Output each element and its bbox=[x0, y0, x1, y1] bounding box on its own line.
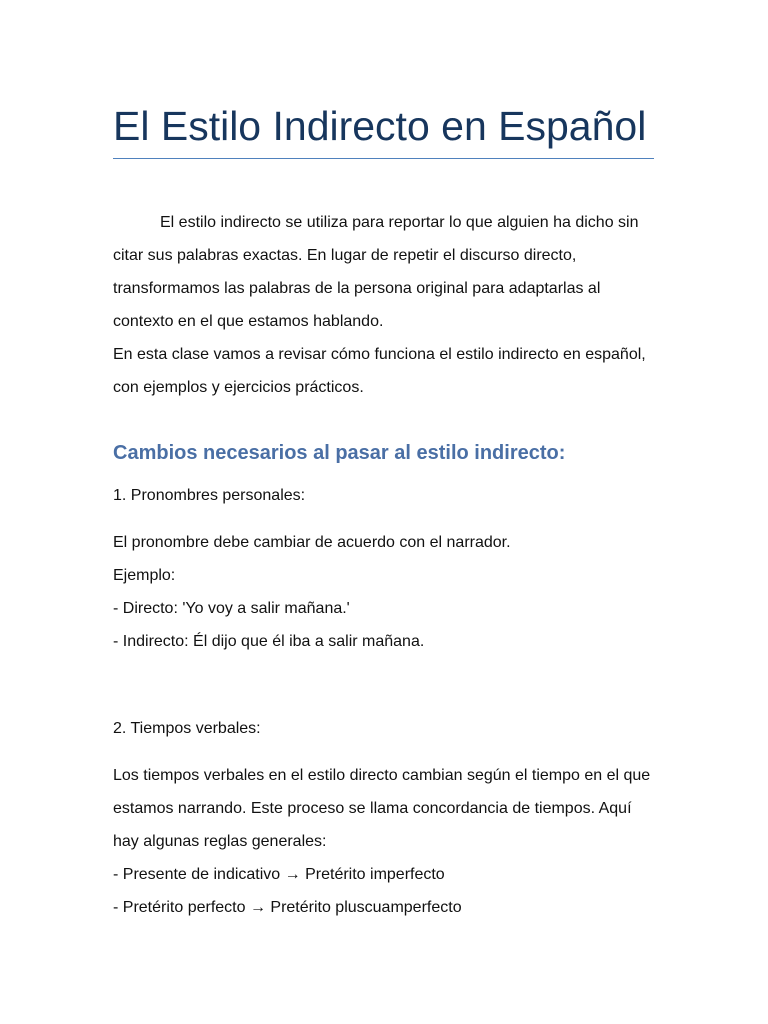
title-underline bbox=[113, 158, 654, 159]
item1-line-3: - Directo: 'Yo voy a salir mañana.' bbox=[113, 600, 350, 617]
item1-label: 1. Pronombres personales: bbox=[113, 487, 306, 504]
item1-line-4: - Indirecto: Él dijo que él iba a salir mañana. bbox=[113, 633, 425, 650]
item2-block bbox=[113, 759, 654, 924]
intro-paragraph-2: En esta clase vamos a revisar cómo funciona el estilo indirecto en español, con ejemplos y ejercicios prácticos. bbox=[113, 346, 646, 396]
document-title: El Estilo Indirecto en Español bbox=[113, 103, 647, 149]
item2-rule-1: - Presente de indicativo → Pretérito imperfecto bbox=[113, 866, 445, 883]
intro-paragraph: El estilo indirecto se utiliza para reportar lo que alguien ha dicho sin citar sus palabras exactas. En lugar de repetir el discurso directo, transformamos las palabras de la persona original para adaptarlas al contexto en el que estamos hablando. bbox=[113, 214, 639, 330]
item2-label: 2. Tiempos verbales: bbox=[113, 720, 261, 737]
item2-paragraph: Los tiempos verbales en el estilo directo cambian según el tiempo en el que estamos narrando. Este proceso se llama concordancia de tiempos. Aquí hay algunas reglas generales: bbox=[113, 767, 651, 850]
item1-line-2: Ejemplo: bbox=[113, 567, 176, 584]
item1-block bbox=[113, 526, 654, 658]
item2-rule-2: - Pretérito perfecto → Pretérito pluscuamperfecto bbox=[113, 899, 462, 916]
section-heading: Cambios necesarios al pasar al estilo indirecto: bbox=[113, 442, 566, 464]
item1-line-1: El pronombre debe cambiar de acuerdo con el narrador. bbox=[113, 534, 511, 551]
